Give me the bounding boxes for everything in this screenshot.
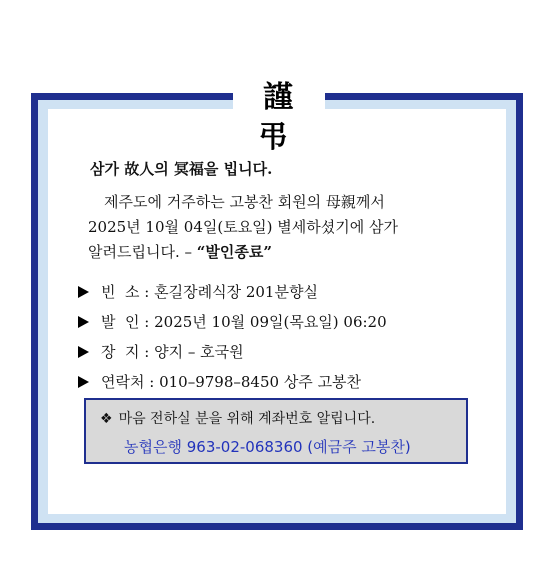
detail-value: : 2025년 10월 09일(목요일) 06:20 bbox=[139, 313, 387, 331]
body-line-1: 제주도에 거주하는 고봉찬 회원의 母親께서 bbox=[104, 193, 385, 211]
announcement-body bbox=[88, 190, 488, 265]
detail-label: 장 지 bbox=[101, 343, 140, 361]
detail-departure bbox=[78, 307, 387, 337]
detail-label: 발 인 bbox=[101, 313, 140, 331]
page-title: 謹 弔 bbox=[258, 80, 305, 155]
detail-contact bbox=[78, 367, 387, 397]
account-notice-text bbox=[100, 408, 375, 428]
body-line-3 bbox=[88, 240, 488, 265]
account-notice-label: 마음 전하실 분을 위해 계좌번호 알립니다. bbox=[118, 411, 376, 427]
condolence-heading: 삼가 故人의 冥福을 빕니다. bbox=[90, 160, 273, 178]
body-line-2: 2025년 10월 04일(토요일) 별세하셨기에 삼가 bbox=[88, 218, 398, 236]
detail-value: : 양지 – 호국원 bbox=[139, 343, 244, 361]
detail-value: : 010–9798–8450 상주 고봉찬 bbox=[144, 373, 362, 391]
details-list bbox=[78, 277, 387, 397]
arrow-icon bbox=[78, 316, 89, 328]
arrow-icon bbox=[78, 346, 89, 358]
detail-value: : 혼길장례식장 201분향실 bbox=[139, 283, 318, 301]
detail-funeral-hall bbox=[78, 277, 387, 307]
body-line-3-text: 알려드립니다. – bbox=[88, 243, 197, 261]
bank-account: 농협은행 963-02-068360 (예금주 고봉찬) bbox=[124, 438, 411, 456]
title-banner bbox=[233, 78, 325, 155]
arrow-icon bbox=[78, 286, 89, 298]
detail-burial-site bbox=[78, 337, 387, 367]
diamond-bullet-icon: ❖ bbox=[100, 411, 113, 427]
account-notice-box bbox=[84, 398, 468, 464]
burial-status: “발인종료” bbox=[196, 243, 272, 261]
detail-label: 빈 소 bbox=[101, 283, 140, 301]
detail-label: 연락처 bbox=[101, 373, 145, 391]
arrow-icon bbox=[78, 376, 89, 388]
